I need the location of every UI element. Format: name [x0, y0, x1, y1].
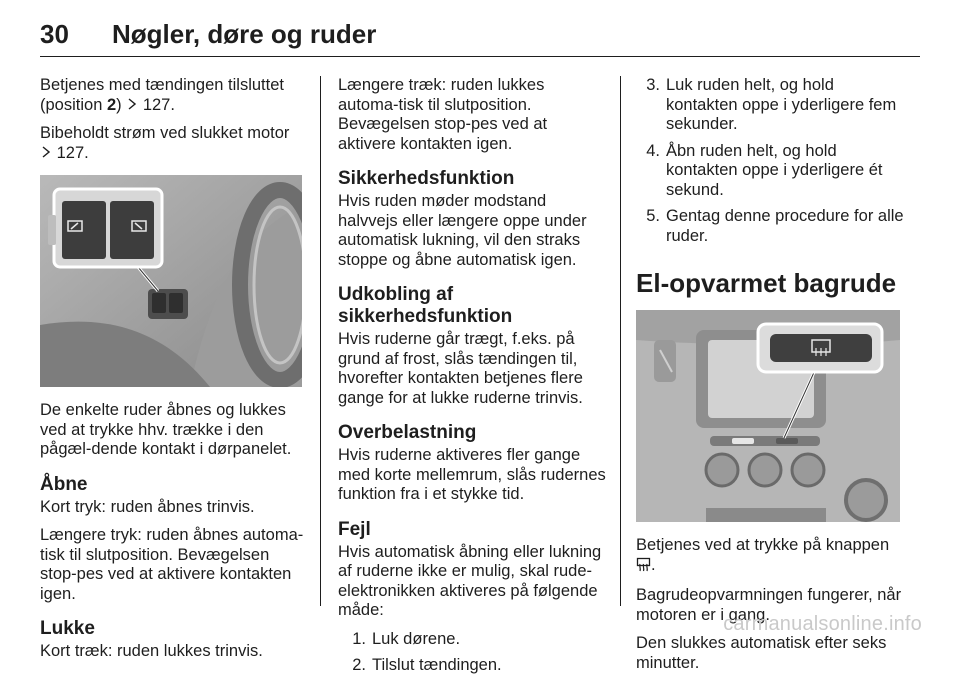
heading-open: Åbne: [40, 473, 88, 495]
list-item: 4. Åbn ruden helt, og hold kontakten oppe i yderligere ét sekund.: [646, 141, 883, 199]
paragraph-ignition: Betjenes med tændingen tilsluttet (position 2) 127.: [40, 76, 284, 114]
heading-overload: Overbelastning: [338, 422, 477, 443]
list-item: 1. Luk dørene.: [352, 629, 461, 648]
paragraph-operation: De enkelte ruder åbnes og lukkes ved at trykke hhv. trække i den pågæl-dende kontakt i dørpanelet.: [40, 401, 292, 458]
paragraph-overload: Hvis ruderne aktiveres fler gange med korte mellemrum, slås rudernes funktion fra i et stykke tid.: [338, 446, 606, 503]
heading-fault: Fejl: [338, 518, 371, 540]
list-item: 3. Luk ruden helt, og hold kontakten oppe i yderligere fem sekunder.: [646, 76, 897, 133]
page-header: [40, 14, 920, 54]
steps-list-2: [636, 76, 906, 246]
ref-arrow-icon: [40, 144, 52, 164]
column-2: [338, 76, 606, 684]
paragraph-fault: Hvis automatisk åbning eller lukning af ruderne ikke er mulig, skal rude-elektronikken aktiveres på følgende måde:: [338, 542, 602, 619]
list-item: 5. Gentag denne procedure for alle ruder.: [646, 207, 904, 245]
rear-window-defrost-icon: [636, 557, 651, 578]
column-divider-2: [620, 76, 621, 606]
page-reference[interactable]: 127.: [142, 95, 175, 114]
paragraph-safety: Hvis ruden møder modstand halvvejs eller længere oppe under automatisk lukning, vil den straks stoppe og åbne automatisk igen.: [338, 192, 587, 269]
paragraph-close-short: Kort træk: ruden lukkes trinvis.: [40, 642, 263, 660]
door-window-switch-image: [40, 175, 302, 387]
dashboard-defrost-image: [636, 310, 900, 522]
paragraph-rear-function: Bagrudeopvarmningen fungerer, når motoren er i gang.: [636, 586, 902, 624]
heading-close: Lukke: [40, 618, 95, 639]
heading-disable-safety: Udkobling af sikkerhedsfunktion: [338, 284, 513, 327]
column-divider-1: [320, 76, 321, 606]
page-number: 30: [40, 18, 69, 49]
ref-arrow-icon: [126, 96, 138, 116]
page-title: Nøgler, døre og ruder: [112, 18, 377, 49]
paragraph-open-long: Længere tryk: ruden åbnes automa-tisk til slutposition. Bevægelsen stop-pes ved at aktivere kontakten igen.: [40, 526, 304, 603]
paragraph-rear-operation: Betjenes ved at trykke på knappen .: [636, 536, 906, 577]
paragraph-close-long: Længere træk: ruden lukkes automa-tisk til slutposition. Bevægelsen stop-pes ved at aktivere kontakten igen.: [338, 76, 548, 153]
column-1: [40, 76, 308, 671]
heading-safety: Sikkerhedsfunktion: [338, 168, 515, 189]
page-reference[interactable]: 127.: [56, 143, 89, 162]
paragraph-disable-safety: Hvis ruderne går trægt, f.eks. på grund af frost, slås tændingen til, hvorefter kontakten betjenes flere gange for at lukke ruderne trinvis.: [338, 330, 583, 407]
paragraph-retained-power: Bibeholdt strøm ved slukket motor 127.: [40, 124, 290, 162]
paragraph-open-short: Kort tryk: ruden åbnes trinvis.: [40, 497, 255, 516]
header-rule: [40, 56, 920, 57]
heading-rear-window: El-opvarmet bagrude: [636, 268, 897, 298]
list-item: 2. Tilslut tændingen.: [352, 656, 502, 674]
paragraph-rear-auto-off: Den slukkes automatisk efter seks minutter.: [636, 634, 887, 672]
steps-list-1: [338, 630, 606, 676]
watermark: carmanualsonline.info: [723, 613, 922, 635]
column-3: [636, 76, 906, 682]
